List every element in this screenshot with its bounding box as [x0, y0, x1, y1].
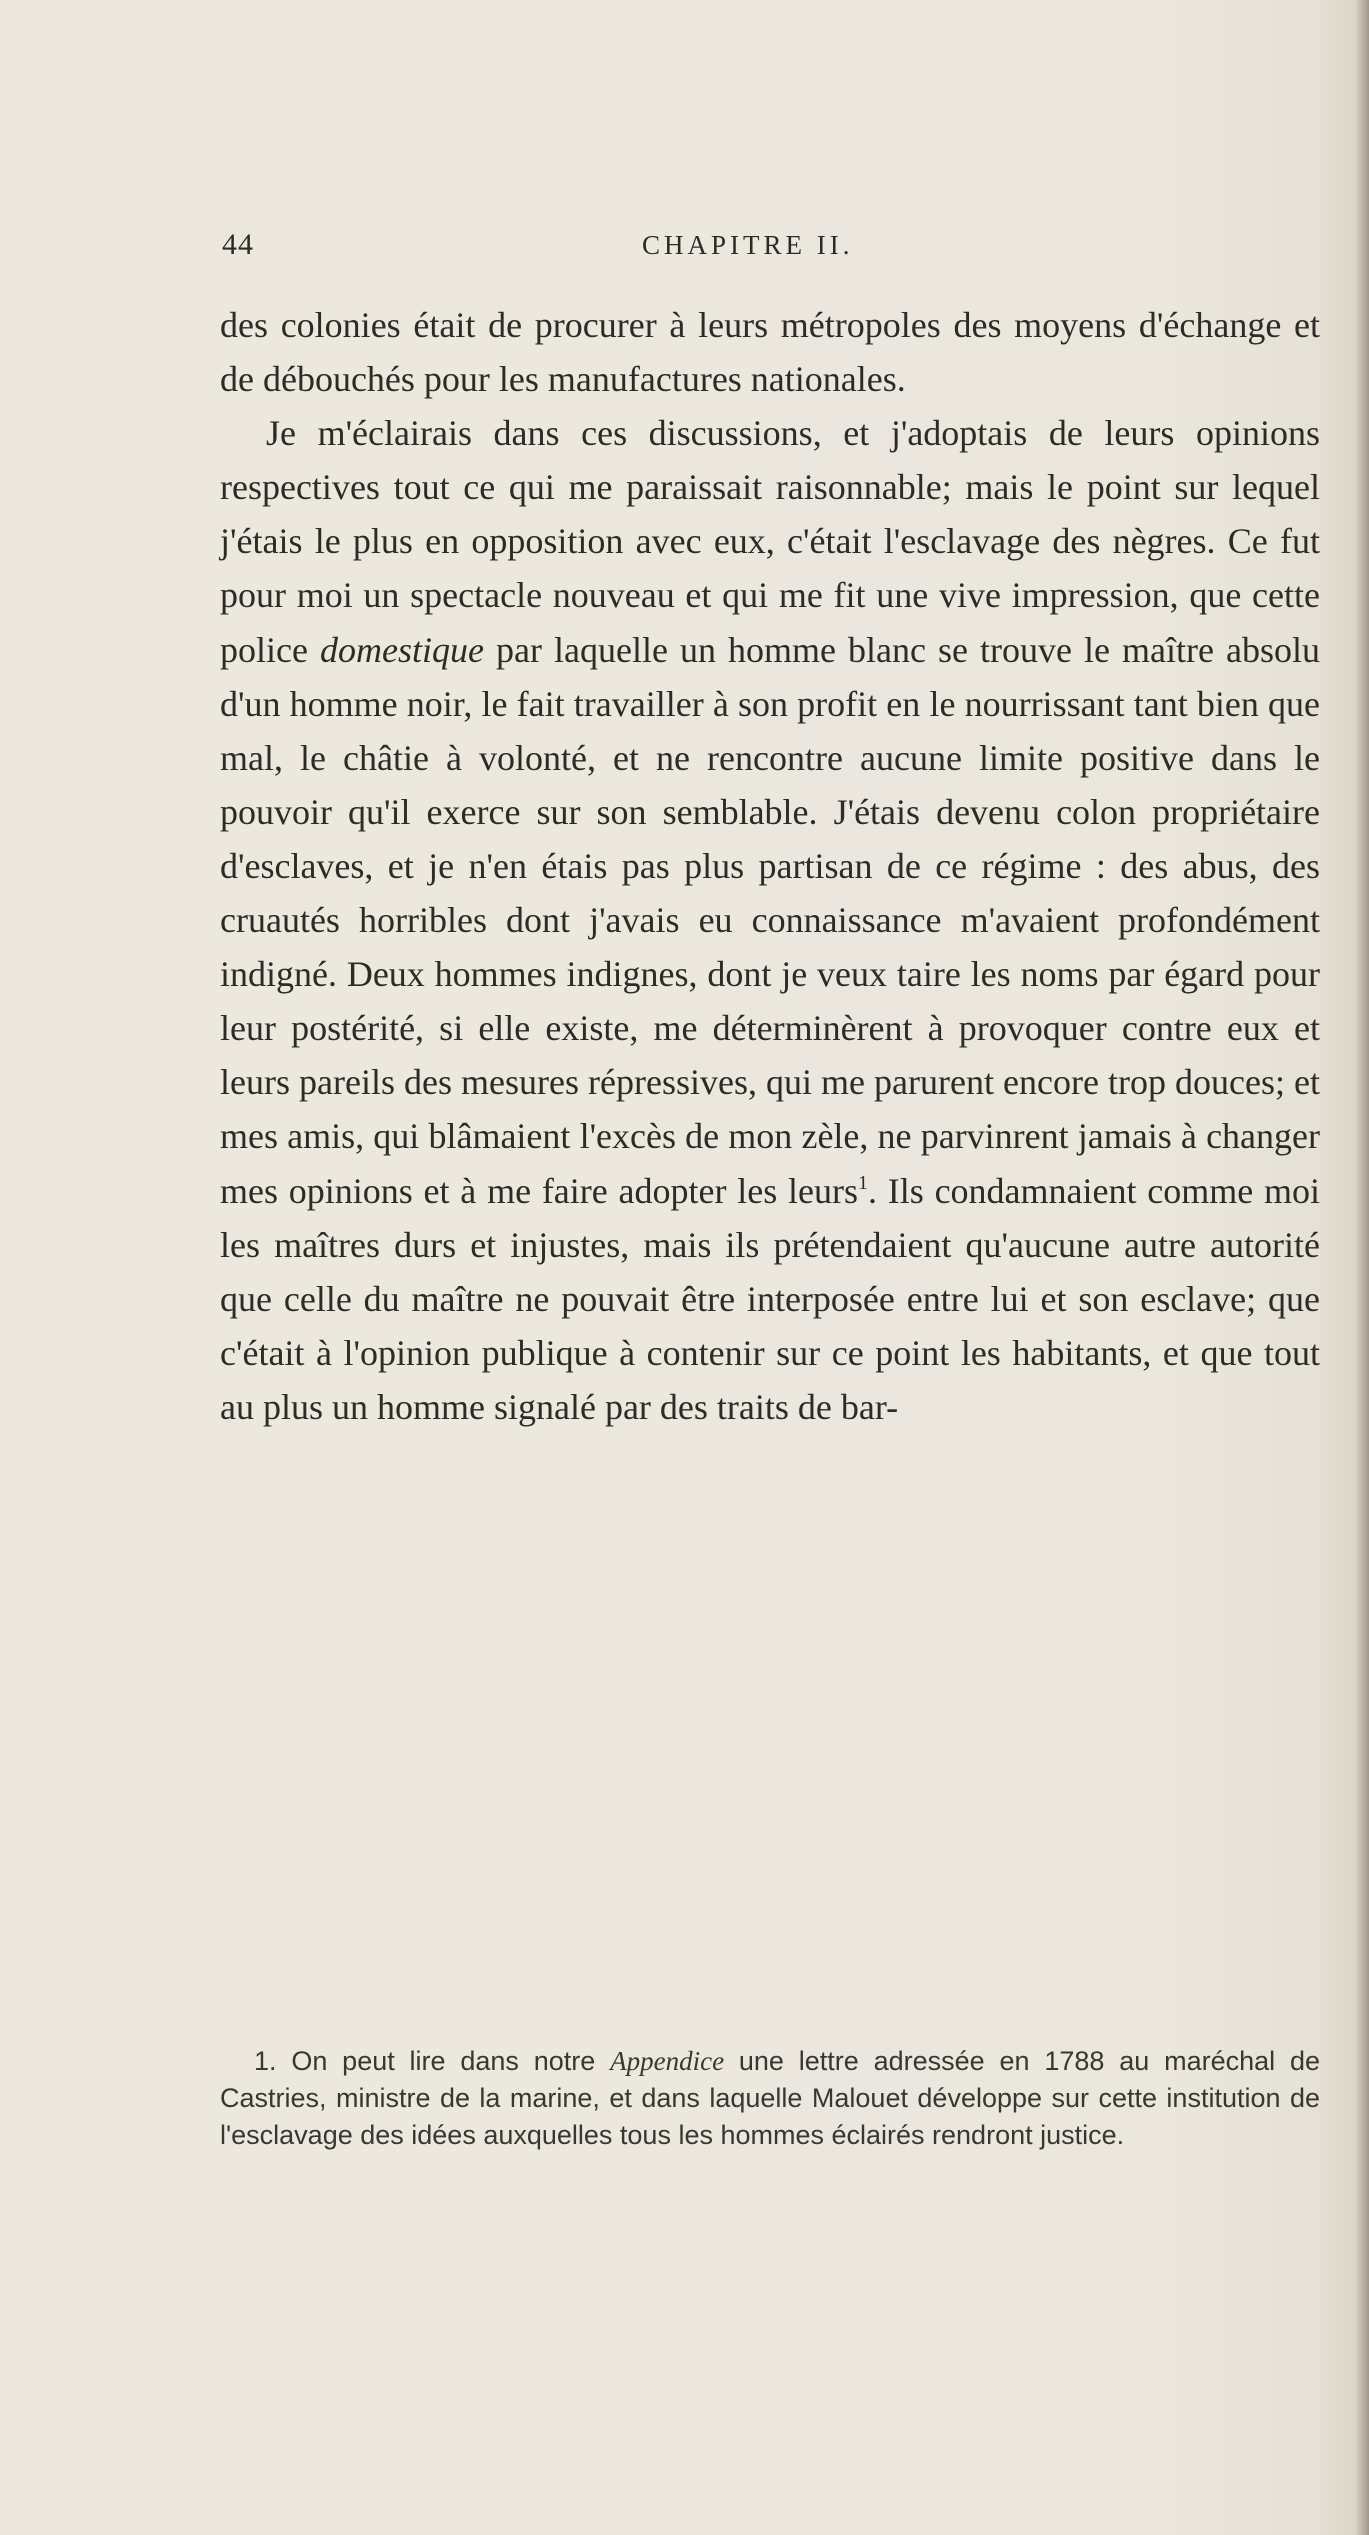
- footnote: [220, 2043, 1320, 2154]
- italic-word: domestique: [320, 629, 484, 670]
- page-header: [222, 228, 1322, 268]
- page-edge-shadow: [1355, 0, 1369, 2535]
- page-number: 44: [222, 228, 254, 261]
- paragraph-continuation: des colonies était de procurer à leurs métropoles des moyens d'échange et de débouchés pour les manufactures nationales.: [220, 305, 1320, 400]
- paragraph-text: Je m'éclairais dans ces discussions, et j'adoptais de leurs opinions respectives tout ce qui me paraissait raisonnable; mais le point sur lequel j'étais le plus en opposition avec eux, c'était l'esclavage des nègres. Ce fut pour moi un spectacle nouveau et qui me fit une vive impression, que cette police: [220, 413, 1320, 670]
- footnote-italic: Appendice: [610, 2046, 725, 2076]
- body-text: [220, 298, 1320, 1434]
- footnote-lead: 1. On peut lire dans notre: [254, 2046, 611, 2076]
- footnote-rest: une lettre adressée en 1788 au maréchal de Castries, ministre de la marine, et dans laquelle Malouet développe sur cette institution de l'esclavage des idées auxquelles tous les hommes éclairés rendront justice.: [220, 2046, 1320, 2150]
- footnote-text: [220, 2043, 1320, 2154]
- running-head: CHAPITRE II.: [642, 230, 854, 260]
- footnote-reference: 1: [858, 1171, 869, 1194]
- paragraph-slavery: [220, 406, 1320, 1434]
- paragraph-text: . Ils condamnaient comme moi les maîtres durs et injustes, mais ils prétendaient qu'aucune autre autorité que celle du maître ne pouvait être interposée entre lui et son esclave; que c'était à l'opinion publique à contenir sur ce point les habitants, et que tout au plus un homme signalé par des traits de bar-: [220, 1170, 1321, 1427]
- paragraph-text: par laquelle un homme blanc se trouve le maître absolu d'un homme noir, le fait travailler à son profit en le nourrissant tant bien que mal, le châtie à volonté, et ne rencontre aucune limite positive dans le pouvoir qu'il exerce sur son semblable. J'étais devenu colon propriétaire d'esclaves, et je n'en étais pas plus partisan de ce régime : des abus, des cruautés horribles dont j'avais eu connaissance m'avaient profondément indigné. Deux hommes indignes, dont je veux taire les noms par égard pour leur postérité, si elle existe, me déterminèrent à provoquer contre eux et leurs pareils des mesures répressives, qui me parurent encore trop douces; et mes amis, qui blâmaient l'excès de mon zèle, ne parvinrent jamais à changer mes opinions et à me faire adopter les leurs: [220, 629, 1320, 1211]
